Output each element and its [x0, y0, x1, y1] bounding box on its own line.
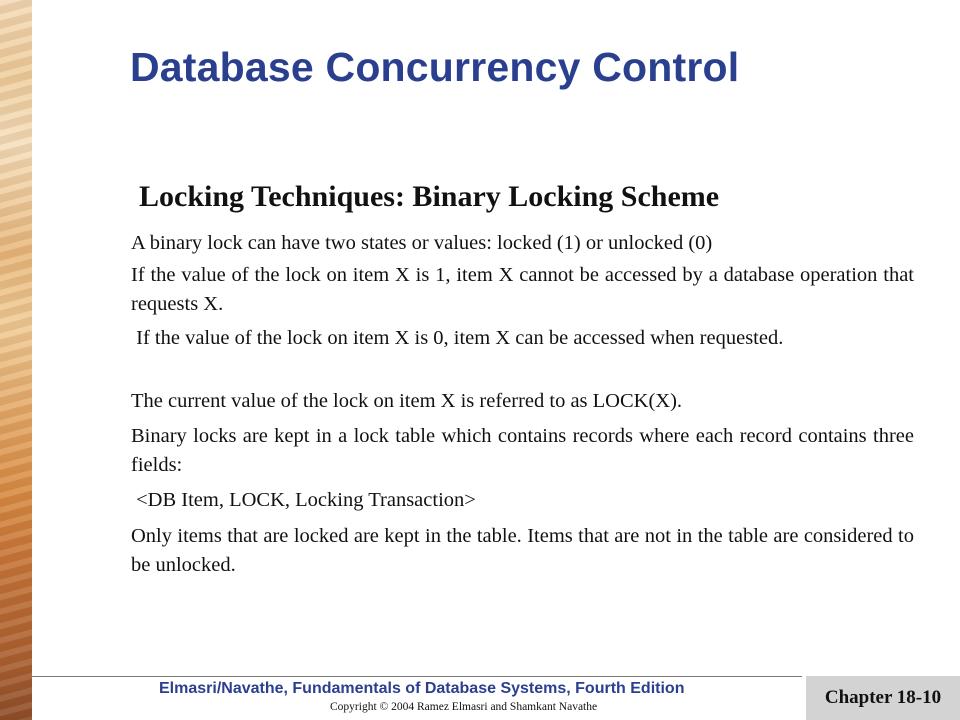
slide-subtitle: Locking Techniques: Binary Locking Scheme [139, 180, 720, 213]
chapter-badge [806, 676, 960, 720]
paragraph-lock-value-0: If the value of the lock on item X is 0, item X can be accessed when requested. [131, 327, 784, 349]
footer-divider [32, 676, 802, 677]
paragraph-lock-x: The current value of the lock on item X is referred to as LOCK(X). [131, 390, 683, 412]
paragraph-record-fields: <DB Item, LOCK, Locking Transaction> [131, 489, 476, 511]
decorative-desert-image [0, 0, 32, 720]
slide-title: Database Concurrency Control [130, 44, 740, 90]
paragraph-lock-value-1: If the value of the lock on item X is 1, item X cannot be accessed by a database operation that requests X. [131, 264, 914, 315]
paragraph-unlocked-items: Only items that are locked are kept in the table. Items that are not in the table are considered to be unlocked. [131, 525, 914, 576]
chapter-label: Chapter 18-10 [824, 687, 942, 708]
footer-copyright: Copyright © 2004 Ramez Elmasri and Shamkant Navathe [330, 701, 598, 713]
footer-book-title: Elmasri/Navathe, Fundamentals of Database Systems, Fourth Edition [159, 680, 685, 697]
paragraph-binary-lock-states: A binary lock can have two states or values: locked (1) or unlocked (0) [131, 232, 713, 254]
paragraph-lock-table: Binary locks are kept in a lock table which contains records where each record contains three fields: [131, 425, 914, 476]
